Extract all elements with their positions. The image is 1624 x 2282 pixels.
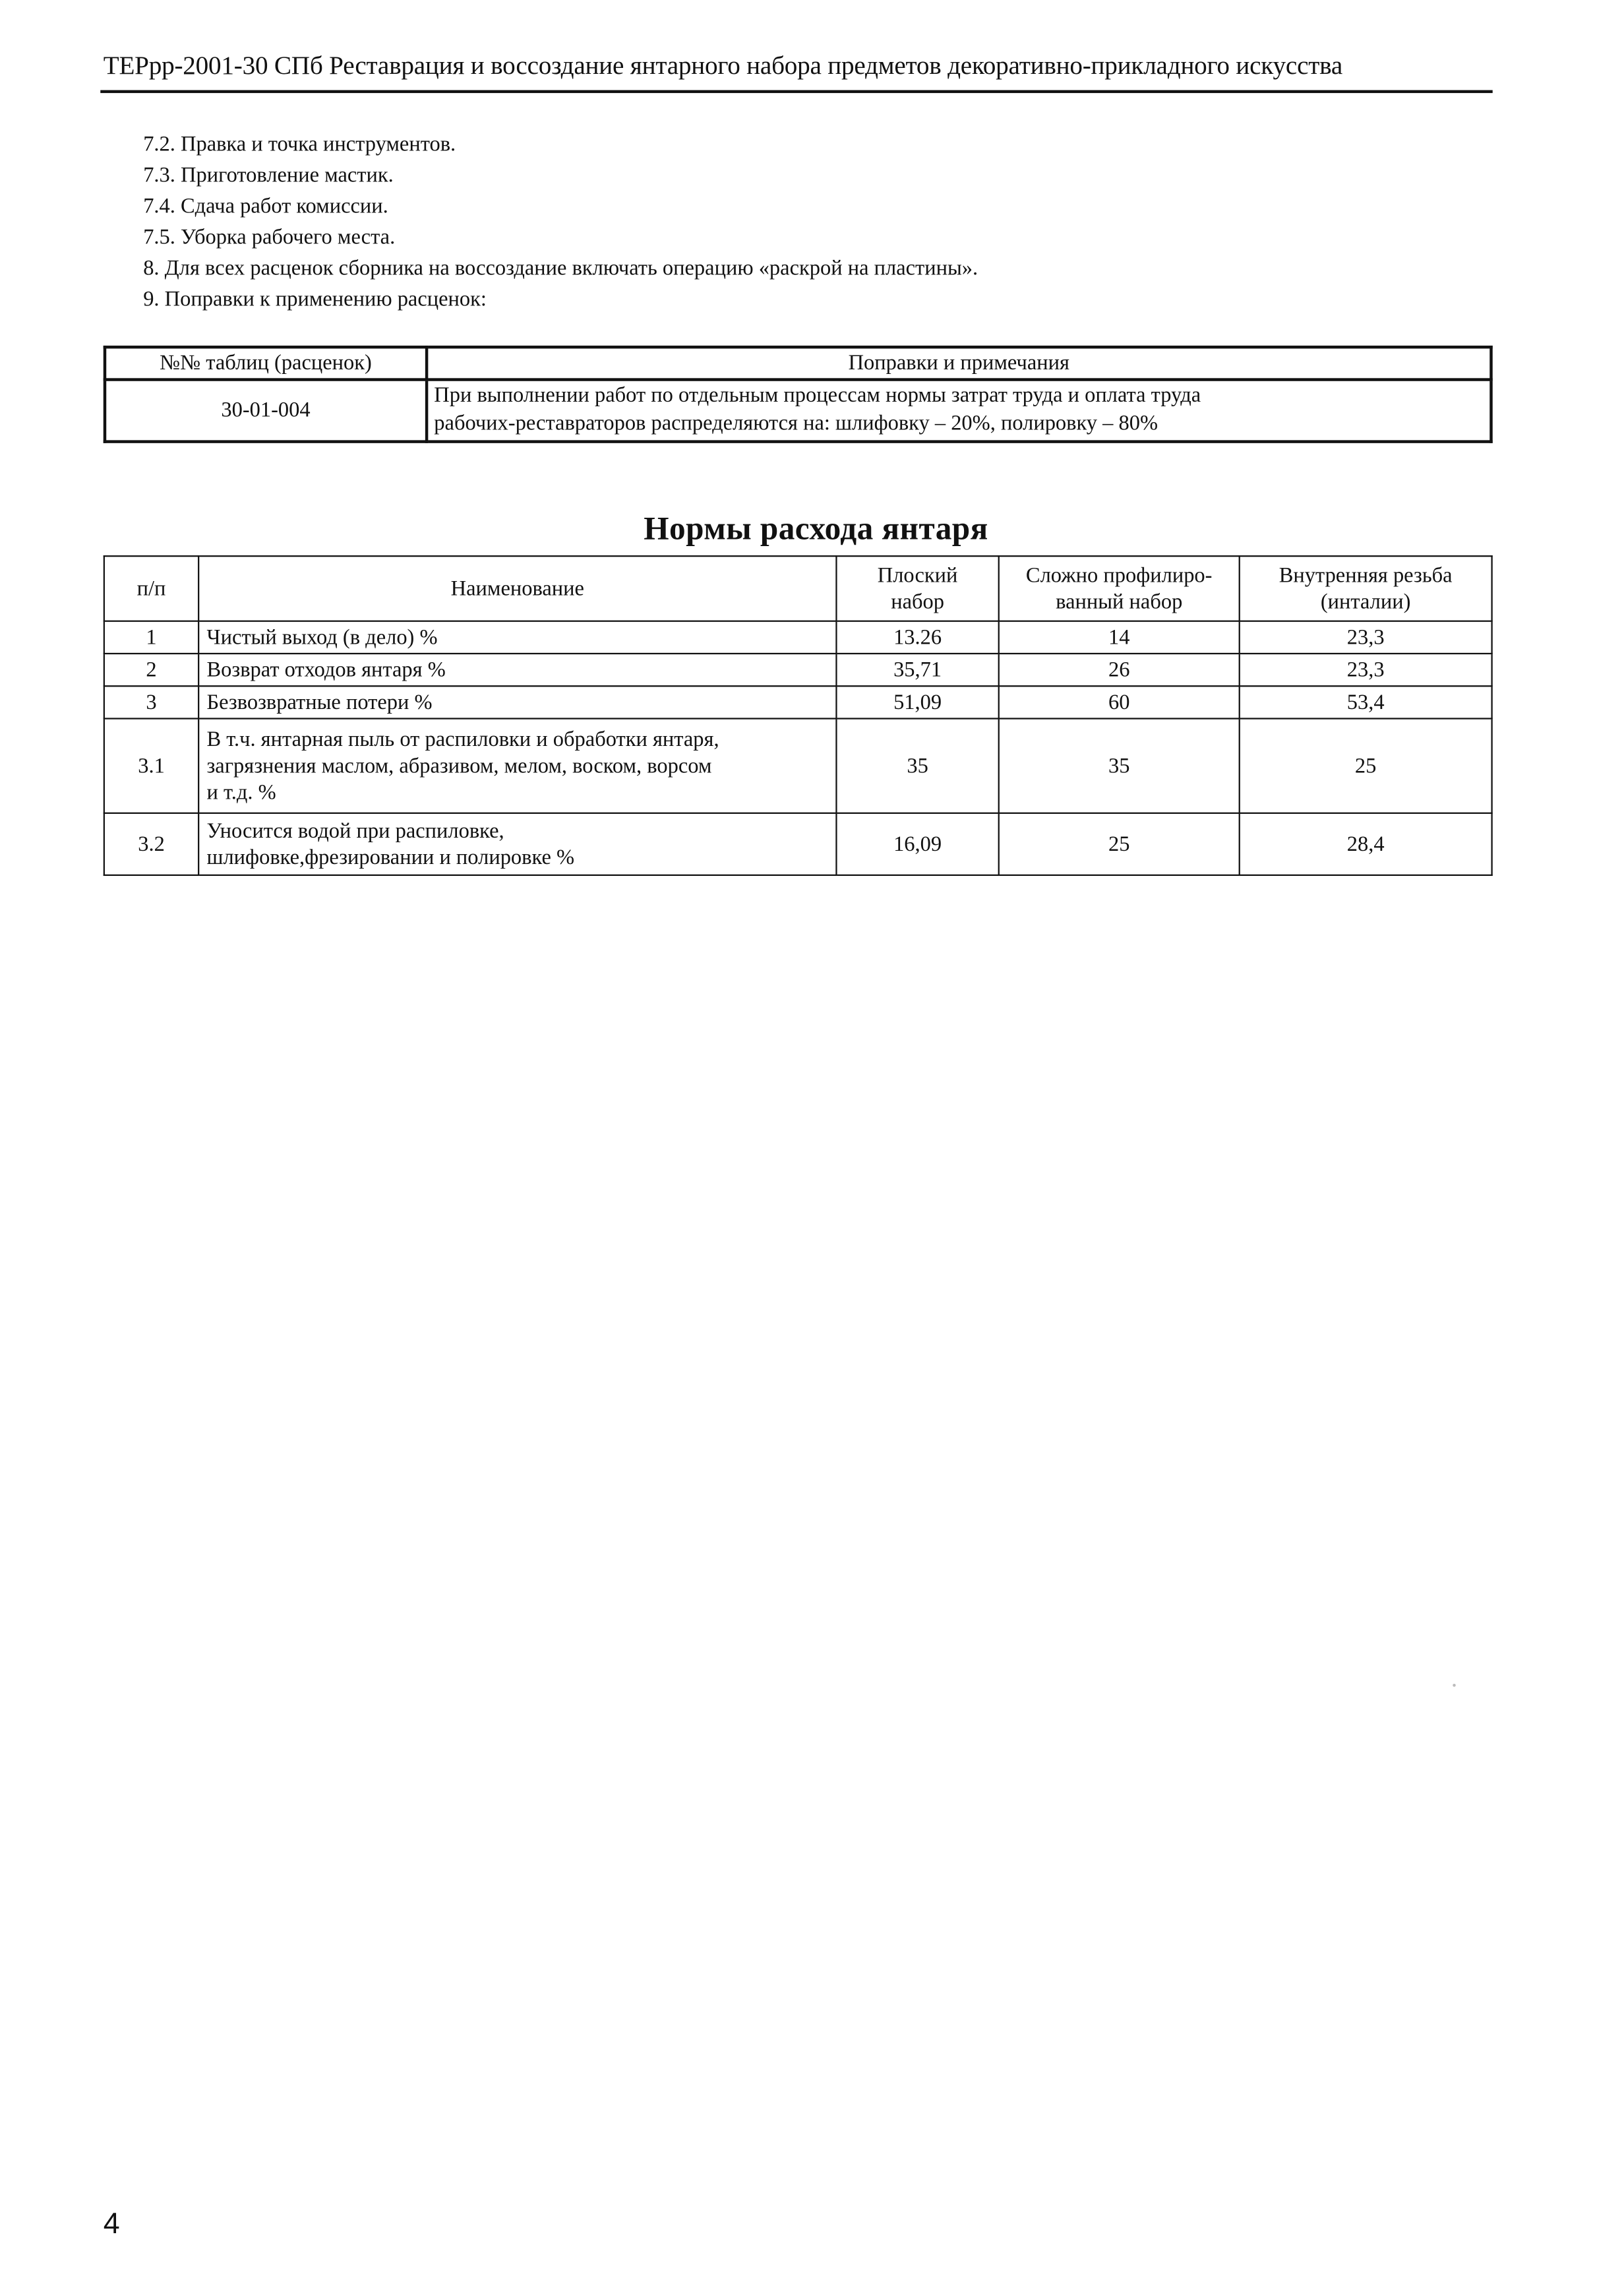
header-flat-set <box>836 556 998 621</box>
row-value-flat: 13.26 <box>836 621 998 654</box>
row-num: 3.2 <box>104 813 198 875</box>
note-item: 8. Для всех расценок сборника на воссоздание включать операцию «раскрой на пластины». <box>143 257 978 281</box>
row-value-intaglio: 23,3 <box>1240 654 1492 686</box>
note-item: 7.2. Правка и точка инструментов. <box>143 133 456 157</box>
row-name: Чистый выход (в дело) % <box>198 621 836 654</box>
row-name-line: Уносится водой при распиловке, <box>206 818 504 843</box>
row-num: 2 <box>104 654 198 686</box>
row-value-flat: 51,09 <box>836 686 998 718</box>
note-item: 7.3. Приготовление мастик. <box>143 164 394 188</box>
header-intaglio <box>1240 556 1492 621</box>
header-num: п/п <box>104 556 198 621</box>
row-name: Возврат отходов янтаря % <box>198 654 836 686</box>
header-profiled-set <box>999 556 1240 621</box>
row-num: 1 <box>104 621 198 654</box>
amber-table-title: Нормы расхода янтаря <box>644 509 988 547</box>
header-line: Плоский <box>877 563 958 588</box>
row-name-line: загрязнения маслом, абразивом, мелом, воском, ворсом <box>206 754 712 778</box>
page-number: 4 <box>103 2208 120 2241</box>
row-value-intaglio: 25 <box>1240 719 1492 813</box>
note-item: 7.4. Сдача работ комиссии. <box>143 195 388 219</box>
corrections-table <box>104 346 1493 443</box>
row-name-line: шлифовке,фрезировании и полировке % <box>206 846 575 869</box>
row-value-profiled: 35 <box>999 719 1240 813</box>
header-line: (инталии) <box>1320 590 1411 614</box>
row-name: Безвозвратные потери % <box>198 686 836 718</box>
row-value-intaglio: 28,4 <box>1240 813 1492 875</box>
row-value-flat: 16,09 <box>836 813 998 875</box>
row-value-profiled: 60 <box>999 686 1240 718</box>
row-value-profiled: 25 <box>999 813 1240 875</box>
corrections-header-code: №№ таблиц (расценок) <box>105 347 427 379</box>
amber-norms-table <box>104 555 1493 876</box>
corrections-note-line: При выполнении работ по отдельным процессам нормы затрат труда и оплата труда <box>434 384 1201 408</box>
row-num: 3.1 <box>104 719 198 813</box>
table-row <box>104 686 1492 718</box>
row-name-line: и т.д. % <box>206 780 276 805</box>
note-item: 7.5. Уборка рабочего места. <box>143 226 396 250</box>
row-name <box>198 813 836 875</box>
header-name: Наименование <box>198 556 836 621</box>
table-row <box>105 380 1491 442</box>
table-row <box>104 813 1492 875</box>
table-row <box>104 654 1492 686</box>
header-divider <box>100 90 1492 93</box>
corrections-note-line: рабочих-реставраторов распределяются на: шлифовку – 20%, полировку – 80% <box>434 412 1158 436</box>
corrections-note-cell <box>427 380 1491 442</box>
corrections-code-cell: 30-01-004 <box>105 380 427 442</box>
amber-table-header-row <box>104 556 1492 621</box>
header-line: Внутренняя резьба <box>1278 563 1453 588</box>
row-value-profiled: 14 <box>999 621 1240 654</box>
note-item: 9. Поправки к применению расценок: <box>143 288 487 312</box>
header-line: Сложно профилиро- <box>1025 563 1213 588</box>
row-name <box>198 719 836 813</box>
page-header-title: ТЕРрр-2001-30 СПб Реставрация и воссоздание янтарного набора предметов декоративно-прикладного искусства <box>103 50 1343 80</box>
row-value-flat: 35 <box>836 719 998 813</box>
corrections-header-notes: Поправки и примечания <box>427 347 1491 379</box>
row-value-intaglio: 53,4 <box>1240 686 1492 718</box>
row-value-intaglio: 23,3 <box>1240 621 1492 654</box>
row-value-flat: 35,71 <box>836 654 998 686</box>
row-name-line: В т.ч. янтарная пыль от распиловки и обработки янтаря, <box>206 727 719 751</box>
notes-list <box>143 130 1472 316</box>
row-num: 3 <box>104 686 198 718</box>
header-line: ванный набор <box>1056 590 1183 614</box>
header-line: набор <box>891 590 944 614</box>
scan-speck <box>1453 1684 1455 1686</box>
table-row <box>104 719 1492 813</box>
row-value-profiled: 26 <box>999 654 1240 686</box>
table-row <box>104 621 1492 654</box>
